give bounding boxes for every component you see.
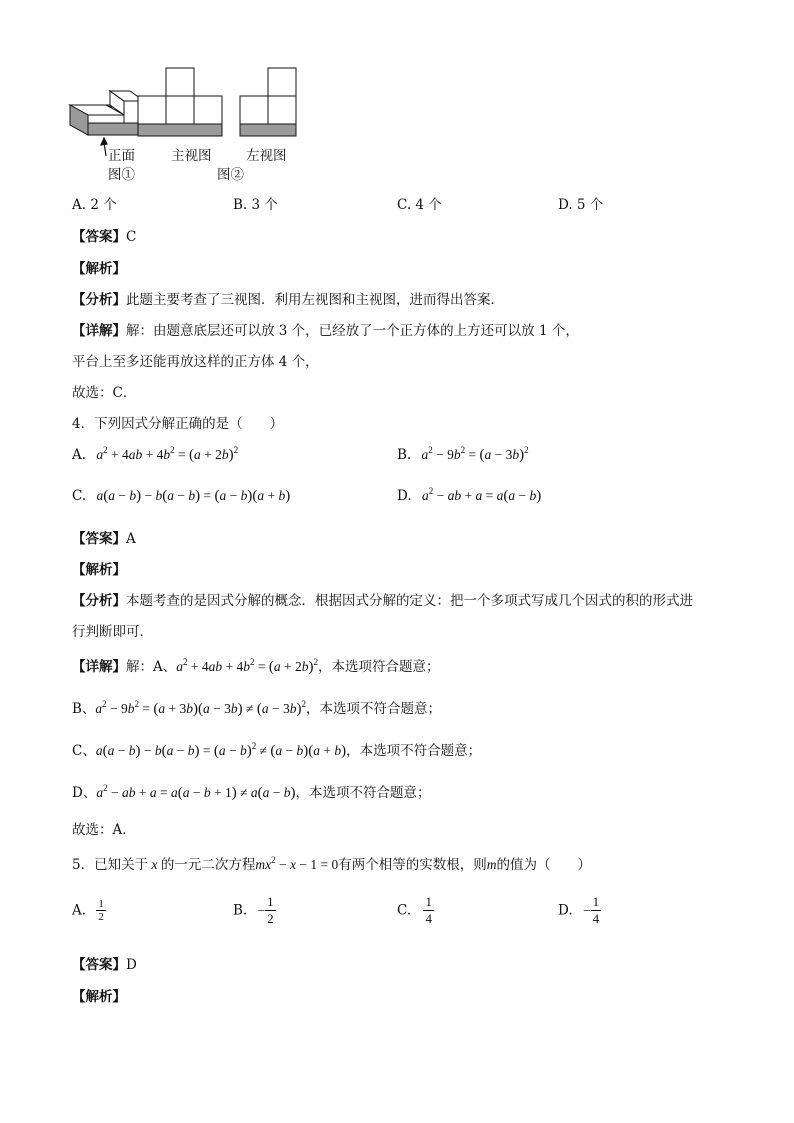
detail-text: 解：由题意底层还可以放 3 个，已经放了一个正方体的上方还可以放 1 个， <box>126 323 579 339</box>
front-arrow <box>101 138 107 156</box>
option-label: A. <box>72 447 87 463</box>
q5-stem <box>72 853 591 873</box>
q4-conclusion: 故选：A． <box>72 822 136 838</box>
main-view-drawing <box>138 68 222 136</box>
label-left-view: 左视图 <box>246 148 287 164</box>
q3-conclusion: 故选：C． <box>72 385 137 401</box>
equation: $mx^2 - x - 1 = 0$ <box>255 855 339 872</box>
q4-analysis-tag: 【解析】 <box>72 562 126 578</box>
fenxi-tag: 【分析】 <box>72 593 126 609</box>
option-label: D. <box>397 488 412 504</box>
q3-answer-line <box>72 225 136 245</box>
var-x: x <box>148 857 161 872</box>
answer-value: A <box>126 531 136 547</box>
stem-part-3: 有两个相等的实数根，则 <box>338 857 487 873</box>
fenxi-text: 本题考查的是因式分解的概念．根据因式分解的定义：把一个多项式写成几个因式的积的形式进 <box>126 593 693 609</box>
label-figure-1: 图① <box>108 167 135 183</box>
stem-part-1: 5．已知关于 <box>72 857 149 873</box>
q4-answer-line <box>72 527 136 547</box>
q3-detail-line-1 <box>72 319 579 339</box>
option-label: D. <box>558 902 573 919</box>
answer-tag: 【答案】 <box>72 957 126 973</box>
detail-tag: 【详解】 <box>72 323 126 339</box>
q3-option-b: B. 3 个 <box>233 197 278 213</box>
option-label: B. <box>233 902 248 919</box>
q3-fenxi-line <box>72 288 504 308</box>
answer-value: C <box>126 229 137 245</box>
q4-option-a <box>72 447 238 464</box>
q5-option-b <box>233 894 276 927</box>
option-formula: a(a − b) − b(a − b) = (a − b)(a + b) <box>96 488 291 504</box>
q3-option-d: D. 5 个 <box>558 197 604 213</box>
cube-figure-svg <box>66 62 306 182</box>
q5-option-a <box>72 898 106 923</box>
detail-prefix: 解：A、 <box>126 659 177 675</box>
q4-detail-a <box>72 655 440 676</box>
detail-suffix: ，本选项不符合题意； <box>305 701 441 717</box>
q4-stem: 4．下列因式分解正确的是（ ） <box>72 416 284 432</box>
q4-detail-c <box>72 739 481 760</box>
detail-formula: $a^2 - 9b^2 = (a + 3b)(a - 3b) \ne (a - 3b)^2$ <box>95 699 306 717</box>
minus-sign: − <box>257 902 266 918</box>
q5-option-d <box>558 894 601 927</box>
left-view-drawing <box>240 68 296 136</box>
answer-value: D <box>126 957 137 973</box>
detail-prefix: C、 <box>72 743 96 759</box>
q5-analysis-tag: 【解析】 <box>72 989 126 1005</box>
detail-formula: $a^2$ − ab + a = a(a − b + 1) ≠ a(a − b) <box>96 783 296 801</box>
detail-suffix: ，本选项不符合题意； <box>295 785 431 801</box>
label-front: 正面 <box>108 148 135 164</box>
option-label: B. <box>397 447 412 463</box>
answer-tag: 【答案】 <box>72 229 126 245</box>
var-m: m <box>486 857 497 872</box>
q3-option-c: C. 4 个 <box>397 197 442 213</box>
stem-part-4: 的值为（ ） <box>496 857 591 873</box>
q5-answer-line <box>72 953 137 973</box>
option-formula: $a^2$ − ab + a = a(a − b) <box>421 486 542 504</box>
option-label: C. <box>397 902 412 919</box>
fraction: $\frac{1}{2}$ <box>98 898 104 923</box>
stem-part-2: 的一元二次方程 <box>160 857 256 873</box>
label-figure-2: 图② <box>217 167 244 183</box>
detail-formula: $a^2 + 4ab + 4b^2 = (a + 2b)^2$ <box>176 657 318 675</box>
fenxi-tag: 【分析】 <box>72 292 126 308</box>
answer-tag: 【答案】 <box>72 531 126 547</box>
fraction: $\frac{1}{2}$ <box>267 894 274 926</box>
figure-1-solid <box>70 91 144 135</box>
q4-option-c <box>72 488 290 505</box>
detail-formula: $a(a - b) - b(a - b) = (a - b)^2 \ne (a - b)(a + b)$ <box>95 741 347 759</box>
q3-option-a: A. 2 个 <box>72 197 117 213</box>
q3-analysis-tag: 【解析】 <box>72 261 126 277</box>
detail-prefix: D、 <box>72 785 97 801</box>
option-label: A. <box>72 902 87 919</box>
option-label: C. <box>72 488 87 504</box>
q4-fenxi-line-1 <box>72 589 693 609</box>
label-main-view: 主视图 <box>171 148 212 164</box>
fenxi-text: 此题主要考查了三视图．利用左视图和主视图，进而得出答案． <box>126 292 504 308</box>
detail-tag: 【详解】 <box>72 659 126 675</box>
detail-prefix: B、 <box>72 701 96 717</box>
q4-detail-d <box>72 781 431 802</box>
fraction: $\frac{1}{4}$ <box>592 894 600 926</box>
q3-detail-line-2: 平台上至多还能再放这样的正方体 4 个， <box>72 354 319 370</box>
q4-fenxi-line-2: 行判断即可． <box>72 624 153 640</box>
q4-option-b <box>397 447 529 464</box>
minus-sign: − <box>582 902 591 918</box>
fraction: $\frac{1}{4}$ <box>425 894 432 926</box>
q4-option-d <box>397 488 541 505</box>
detail-suffix: ，本选项符合题意； <box>318 659 440 675</box>
q4-detail-b <box>72 697 441 718</box>
detail-suffix: ，本选项不符合题意； <box>346 743 482 759</box>
option-formula: $a^2 + 4ab + 4b^2 = (a + 2b)^2$ <box>96 445 239 463</box>
q5-option-c <box>397 894 434 927</box>
option-formula: $a^2 - 9b^2 = (a - 3b)^2$ <box>421 445 529 463</box>
three-view-figure <box>66 62 306 182</box>
